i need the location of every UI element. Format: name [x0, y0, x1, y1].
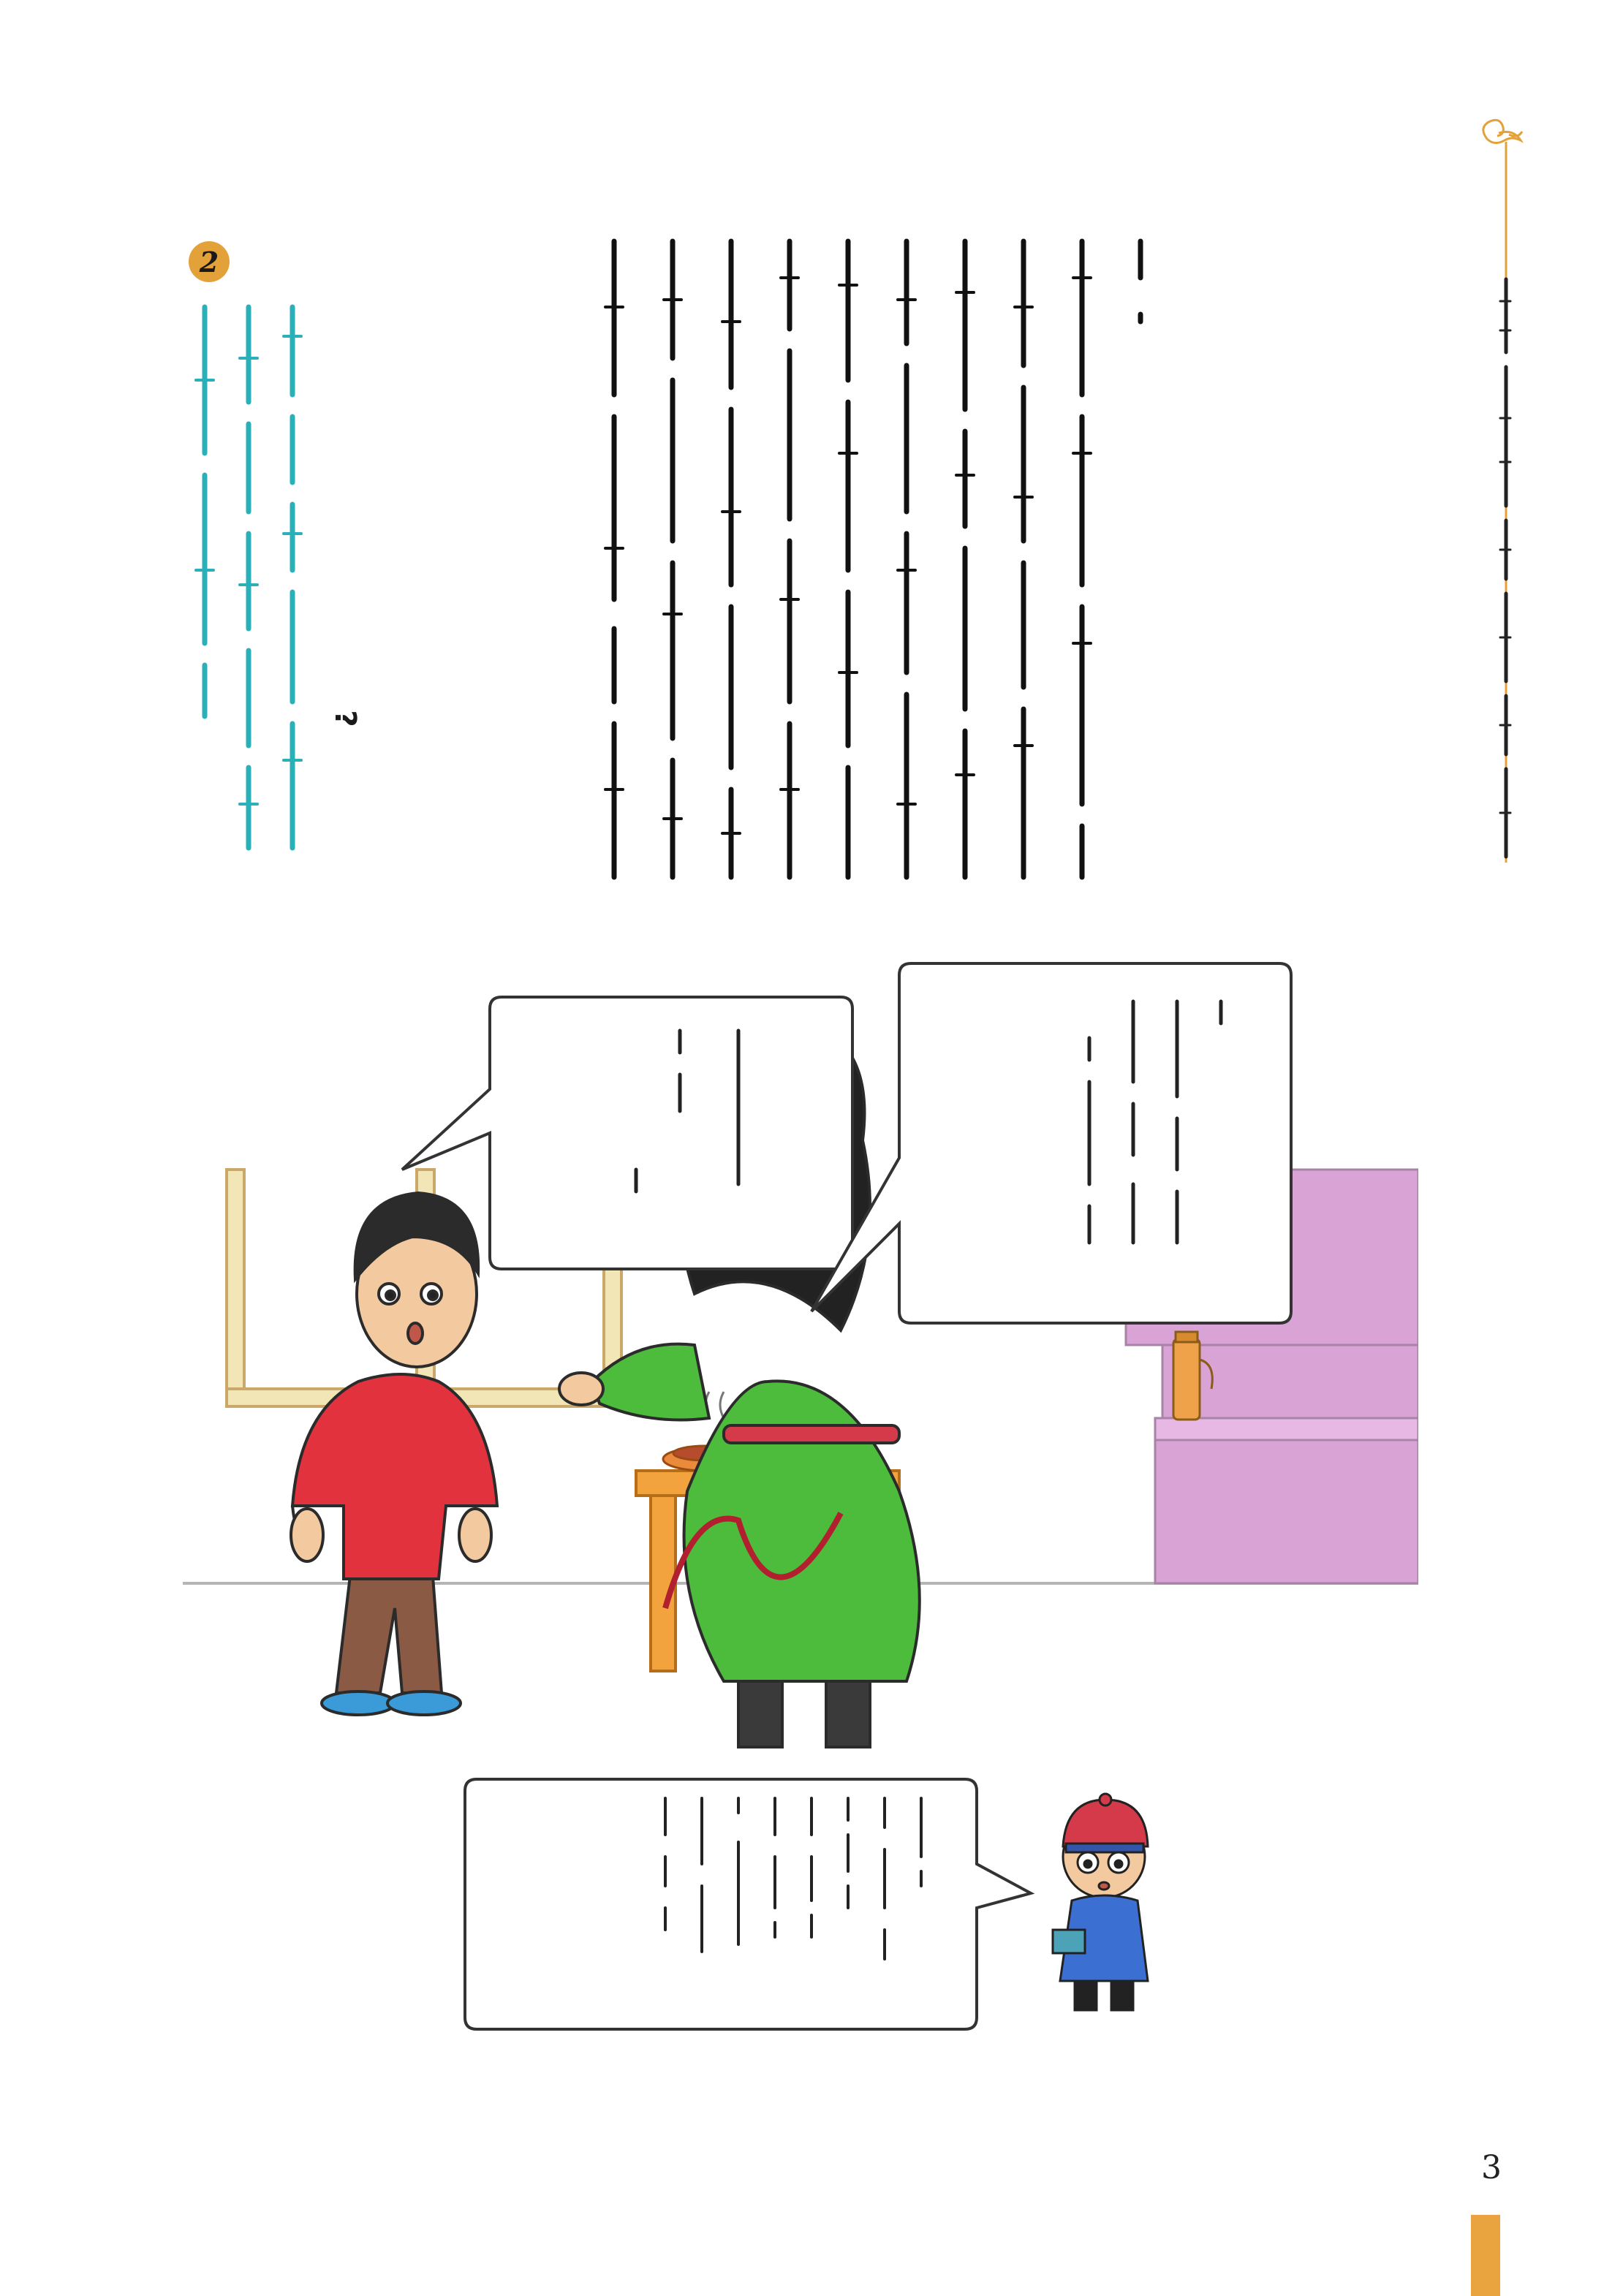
page-number: 3: [1481, 2149, 1502, 2186]
illustration-scene: [183, 950, 1418, 1769]
body-text: [409, 234, 1184, 892]
boy-figure: [291, 1193, 497, 1715]
question-mark: ?: [328, 710, 362, 727]
page-tab-accent: [1471, 2215, 1500, 2296]
running-header-script: [1491, 272, 1521, 864]
child-commentary: [453, 1776, 1184, 2047]
child-figure: [1053, 1794, 1148, 2010]
question-text: [175, 292, 322, 899]
question-number-badge: 2: [189, 241, 230, 282]
question-text-columns: [175, 292, 322, 899]
body-text-columns: [409, 234, 1184, 892]
